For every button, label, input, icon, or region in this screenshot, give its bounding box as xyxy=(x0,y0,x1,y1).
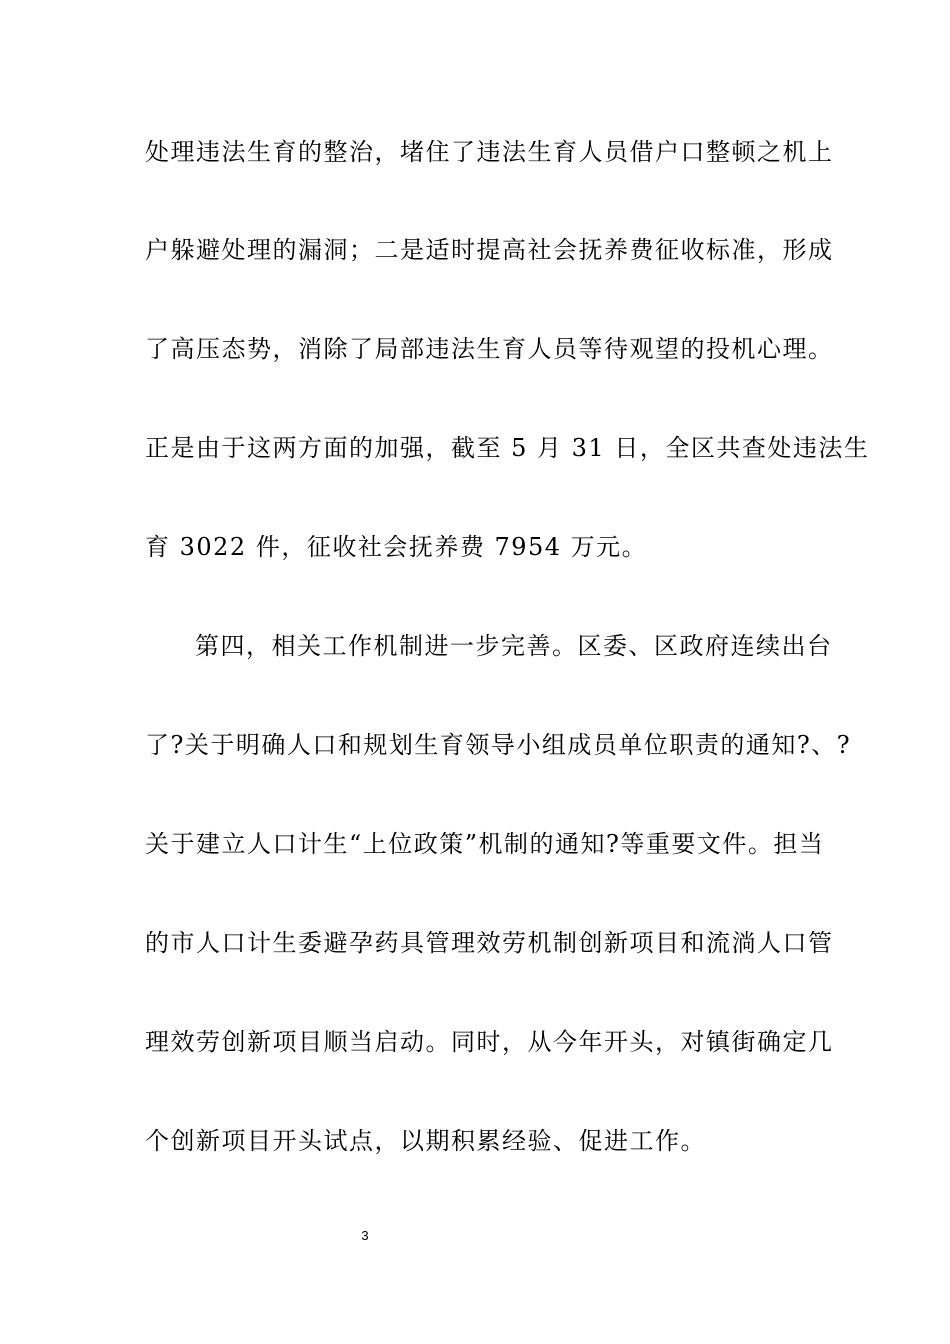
paragraph-start-line: 第四，相关工作机制进一步完善。区委、区政府连续出台 xyxy=(195,632,833,660)
text-line-1: 处理违法生育的整治，堵住了违法生育人员借户口整顿之机上 xyxy=(145,138,834,166)
text-line-9: 的市人口计生委避孕药具管理效劳机制创新项目和流淌人口管 xyxy=(145,929,834,957)
text-line-7: 了?关于明确人口和规划生育领导小组成员单位职责的通知?、? xyxy=(145,731,852,759)
text-line-2: 户躲避处理的漏洞；二是适时提高社会抚养费征收标准，形成 xyxy=(145,236,834,264)
text-line-11: 个创新项目开头试点，以期积累经验、促进工作。 xyxy=(145,1127,706,1155)
text-line-4: 正是由于这两方面的加强，截至 5 月 31 日，全区共查处违法生 xyxy=(145,434,870,462)
text-line-8: 关于建立人口计生“上位政策”机制的通知?等重要文件。担当 xyxy=(145,830,825,858)
text-line-10: 理效劳创新项目顺当启动。同时，从今年开头，对镇街确定几 xyxy=(145,1028,834,1056)
text-line-5: 育 3022 件，征收社会抚养费 7954 万元。 xyxy=(145,533,648,561)
page-number: 3 xyxy=(361,1228,369,1243)
text-line-3: 了高压态势，消除了局部违法生育人员等待观望的投机心理。 xyxy=(145,335,834,363)
